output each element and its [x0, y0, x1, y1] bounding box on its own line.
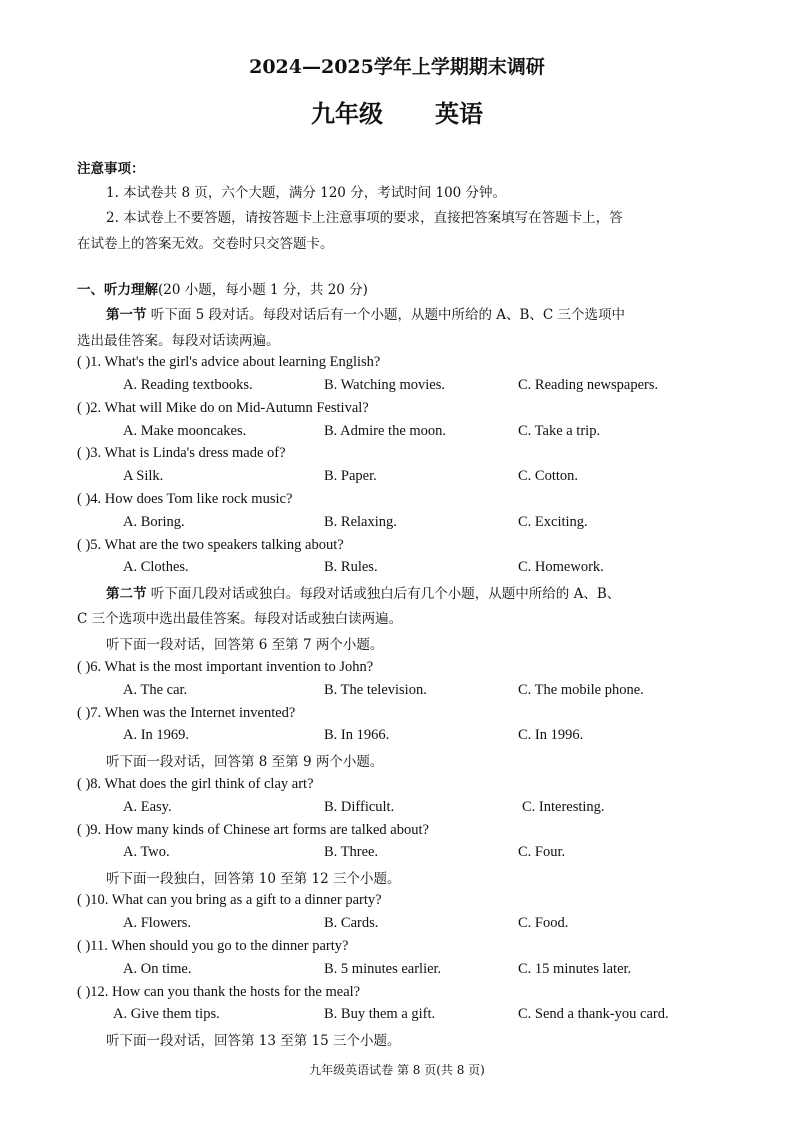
notes-item-2-line-1: 2. 本试卷上不要答题，请按答题卡上注意事项的要求，直接把答案填写在答题卡上，答 — [106, 210, 623, 226]
question-10 — [77, 892, 382, 909]
q10-option-c: C. Food. — [518, 915, 569, 931]
monologue-instruction-10-12: 听下面一段独白，回答第 10 至第 12 三个小题。 — [106, 871, 401, 887]
answer-bracket: ( ) — [77, 822, 91, 838]
q6-option-a: A. The car. — [123, 682, 188, 698]
section-1-heading-title: 一、听力理解 — [77, 282, 158, 298]
q12-option-b: B. Buy them a gift. — [324, 1006, 436, 1022]
question-11 — [77, 938, 348, 955]
subject-label: 英语 — [435, 99, 483, 128]
question-2 — [77, 400, 369, 417]
answer-bracket: ( ) — [77, 491, 91, 507]
q6-option-b: B. The television. — [324, 682, 427, 698]
question-5 — [77, 537, 344, 554]
q12-option-a: A. Give them tips. — [113, 1006, 220, 1022]
notes-item-1: 1. 本试卷共 8 页，六个大题，满分 120 分，考试时间 100 分钟。 — [106, 185, 507, 201]
question-text: 11. When should you go to the dinner party? — [90, 938, 349, 954]
q7-option-a: A. In 1969. — [123, 727, 190, 743]
q11-option-b: B. 5 minutes earlier. — [324, 961, 442, 977]
q7-option-b: B. In 1966. — [324, 727, 390, 743]
question-8 — [77, 776, 314, 793]
q1-option-c: C. Reading newspapers. — [518, 377, 659, 393]
question-12 — [77, 984, 360, 1001]
question-text: 3. What is Linda's dress made of? — [90, 445, 286, 461]
grade-label: 九年级 — [311, 99, 383, 128]
dialogue-instruction-8-9: 听下面一段对话，回答第 8 至第 9 两个小题。 — [106, 754, 384, 770]
question-text: 2. What will Mike do on Mid-Autumn Festival? — [90, 400, 369, 416]
notes-item-2-line-2: 在试卷上的答案无效。交卷时只交答题卡。 — [77, 236, 334, 252]
question-6 — [77, 659, 373, 676]
question-4 — [77, 491, 292, 508]
dialogue-instruction-13-15: 听下面一段对话，回答第 13 至第 15 三个小题。 — [106, 1033, 401, 1049]
q5-option-a: A. Clothes. — [123, 559, 189, 575]
notes-heading: 注意事项： — [77, 161, 145, 177]
q4-option-a: A. Boring. — [123, 514, 185, 530]
part-1-label: 第一节 — [106, 307, 147, 323]
q4-option-c: C. Exciting. — [518, 514, 588, 530]
part-1-instruction-line-1 — [106, 303, 625, 323]
part-2-label: 第二节 — [106, 586, 147, 602]
q5-option-b: B. Rules. — [324, 559, 378, 575]
part-2-instruction-text: 听下面几段对话或独白。每段对话或独白后有几个小题，从题中所给的 A、B、 — [146, 586, 621, 602]
section-1-heading-scoring: (20 小题，每小题 1 分，共 20 分) — [158, 282, 368, 298]
q10-option-b: B. Cards. — [324, 915, 379, 931]
part-2-instruction-line-2: C 三个选项中选出最佳答案。每段对话或独白读两遍。 — [77, 611, 403, 627]
q8-option-c: C. Interesting. — [522, 799, 605, 815]
question-text: 4. How does Tom like rock music? — [90, 491, 293, 507]
answer-bracket: ( ) — [77, 659, 91, 675]
question-9 — [77, 822, 429, 839]
answer-bracket: ( ) — [77, 892, 91, 908]
grade-subject-title — [0, 94, 794, 129]
q4-option-b: B. Relaxing. — [324, 514, 397, 530]
question-text: 8. What does the girl think of clay art? — [90, 776, 314, 792]
part-2-instruction-line-1 — [106, 582, 620, 602]
answer-bracket: ( ) — [77, 938, 91, 954]
q12-option-c: C. Send a thank-you card. — [518, 1006, 669, 1022]
answer-bracket: ( ) — [77, 705, 91, 721]
q2-option-b: B. Admire the moon. — [324, 423, 447, 439]
q9-option-c: C. Four. — [518, 844, 566, 860]
question-text: 10. What can you bring as a gift to a dinner party? — [90, 892, 382, 908]
q3-option-c: C. Cotton. — [518, 468, 579, 484]
answer-bracket: ( ) — [77, 776, 91, 792]
q2-option-a: A. Make mooncakes. — [123, 423, 247, 439]
q2-option-c: C. Take a trip. — [518, 423, 601, 439]
question-text: 9. How many kinds of Chinese art forms are talked about? — [90, 822, 429, 838]
q9-option-b: B. Three. — [324, 844, 379, 860]
q3-option-b: B. Paper. — [324, 468, 377, 484]
answer-bracket: ( ) — [77, 445, 91, 461]
question-text: 6. What is the most important invention to John? — [90, 659, 374, 675]
q5-option-c: C. Homework. — [518, 559, 604, 575]
page-footer: 九年级英语试卷 第 8 页(共 8 页) — [309, 1063, 485, 1077]
q3-option-a: A Silk. — [123, 468, 164, 484]
q11-option-a: A. On time. — [123, 961, 192, 977]
question-text: 7. When was the Internet invented? — [90, 705, 296, 721]
q10-option-a: A. Flowers. — [123, 915, 192, 931]
answer-bracket: ( ) — [77, 400, 91, 416]
question-3 — [77, 445, 286, 462]
q7-option-c: C. In 1996. — [518, 727, 584, 743]
dialogue-instruction-6-7: 听下面一段对话，回答第 6 至第 7 两个小题。 — [106, 637, 384, 653]
question-1 — [77, 354, 380, 371]
answer-bracket: ( ) — [77, 984, 91, 1000]
answer-bracket: ( ) — [77, 537, 91, 553]
q1-option-a: A. Reading textbooks. — [123, 377, 253, 393]
part-1-instruction-line-2: 选出最佳答案。每段对话读两遍。 — [77, 333, 280, 349]
question-text: 1. What's the girl's advice about learning English? — [90, 354, 381, 370]
question-7 — [77, 705, 295, 722]
section-1-heading — [77, 278, 368, 298]
q8-option-b: B. Difficult. — [324, 799, 395, 815]
q8-option-a: A. Easy. — [123, 799, 172, 815]
q11-option-c: C. 15 minutes later. — [518, 961, 632, 977]
q9-option-a: A. Two. — [123, 844, 170, 860]
q6-option-c: C. The mobile phone. — [518, 682, 644, 698]
question-text: 5. What are the two speakers talking about? — [90, 537, 344, 553]
part-1-instruction-text: 听下面 5 段对话。每段对话后有一个小题，从题中所给的 A、B、C 三个选项中 — [146, 307, 626, 323]
exam-title: 2024—2025学年上学期期末调研 — [249, 56, 545, 78]
answer-bracket: ( ) — [77, 354, 91, 370]
q1-option-b: B. Watching movies. — [324, 377, 445, 393]
question-text: 12. How can you thank the hosts for the meal? — [90, 984, 361, 1000]
